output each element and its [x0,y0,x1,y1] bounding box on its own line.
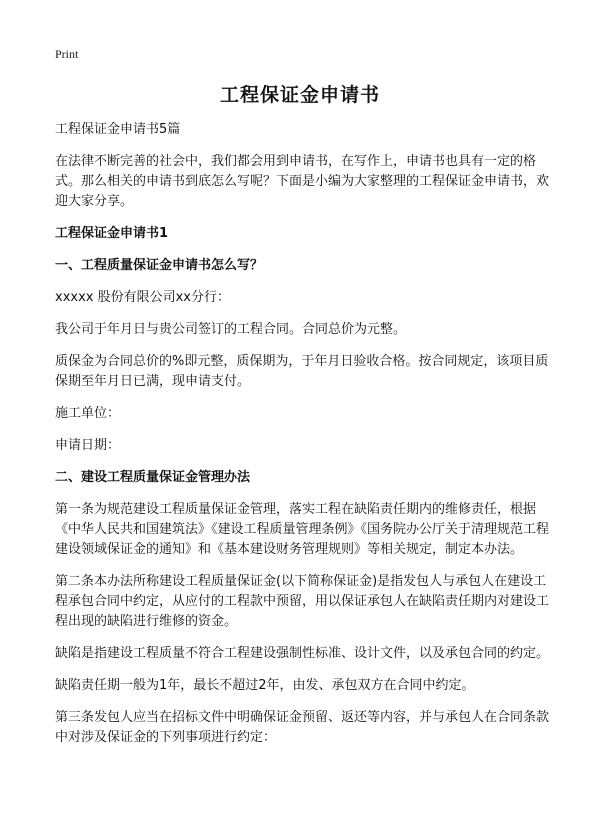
addressee-line: xxxxx 股份有限公司xx分行： [55,290,230,305]
document-body [55,120,550,760]
construction-unit-line: 施工单位： [55,406,121,421]
document-title: 工程保证金申请书 [219,84,380,106]
intro-paragraph: 在法律不断完善的社会中，我们都会用到申请书，在写作上，申请书也具有一定的格式。那么相关的申请书到底怎么写呢？下面是小编为大家整理的工程保证金申请书，欢迎大家分享。 [55,154,550,209]
section-heading: 工程保证金申请书1 [55,226,169,241]
defect-definition-paragraph: 缺陷是指建设工程质量不符合工程建设强制性标准、设计文件，以及承包合同的约定。 [55,646,550,661]
article-2-paragraph: 第二条本办法所称建设工程质量保证金(以下简称保证金)是指发包人与承包人在建设工程承包合同中约定，从应付的工程款中预留，用以保证承包人在缺陷责任期内对建设工程出现的缺陷进行维修的资金。 [55,574,550,629]
liability-period-paragraph: 缺陷责任期一般为1年，最长不超过2年，由发、承包双方在合同中约定。 [55,678,475,693]
subsection-heading: 二、建设工程质量保证金管理办法 [55,470,251,485]
subsection-heading: 一、工程质量保证金申请书怎么写？ [55,258,264,273]
application-date-line: 申请日期： [55,438,121,453]
warranty-paragraph: 质保金为合同总价的%即元整，质保期为，于年月日验收合格。按合同规定，该项目质保期至年月日已满，现申请支付。 [55,354,549,389]
subtitle-paragraph: 工程保证金申请书5篇 [55,122,181,137]
contract-paragraph: 我公司于年月日与贵公司签订的工程合同。合同总价为元整。 [55,322,407,337]
article-3-paragraph: 第三条发包人应当在招标文件中明确保证金预留、返还等内容，并与承包人在合同条款中对涉及保证金的下列事项进行约定： [55,710,550,745]
print-link[interactable]: Print [55,47,79,61]
article-1-paragraph: 第一条为规范建设工程质量保证金管理，落实工程在缺陷责任期内的维修责任，根据《中华人民共和国建筑法》《建设工程质量管理条例》《国务院办公厅关于清理规范工程建设领域保证金的通知》和《基本建设财务管理规则》等相关规定，制定本办法。 [55,502,550,557]
